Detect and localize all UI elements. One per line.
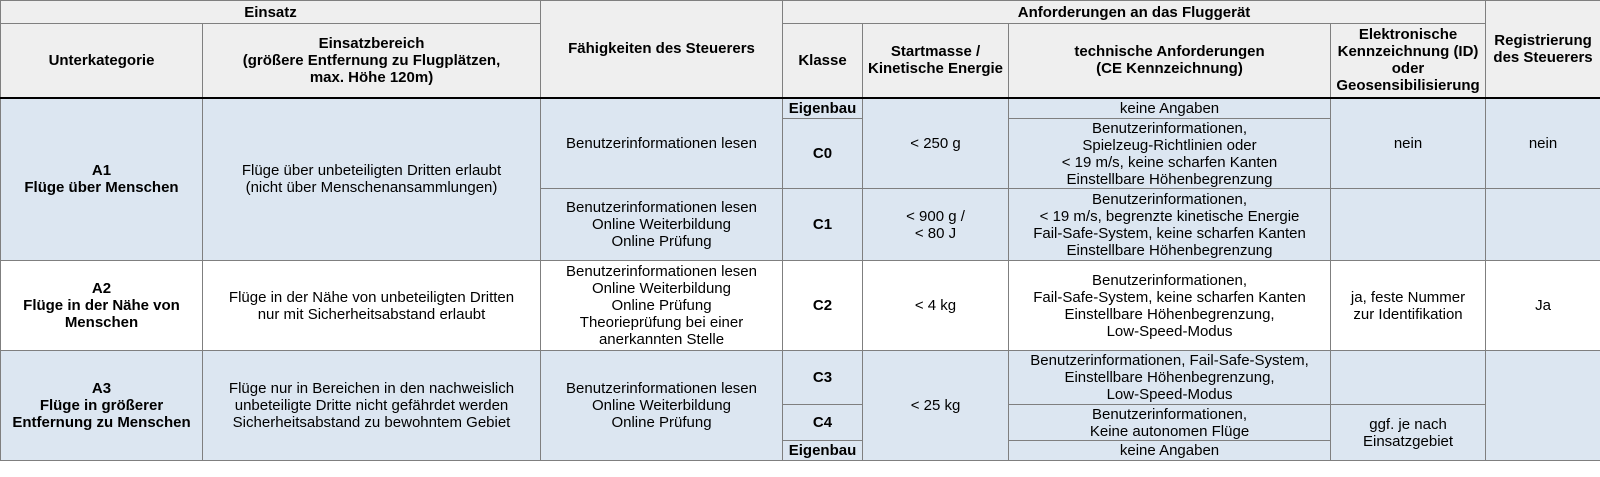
header-unterkategorie: Unterkategorie: [1, 24, 203, 98]
header-faehigkeiten: Fähigkeiten des Steuerers: [541, 1, 783, 98]
header-klasse: Klasse: [783, 24, 863, 98]
a2-masse: < 4 kg: [863, 261, 1009, 351]
a1-masse-c1: < 900 g / < 80 J: [863, 189, 1009, 261]
a3-einsatzbereich: Flüge nur in Bereichen in den nachweislich unbeteiligte Dritte nicht gefährdet werden Sicherheitsabstand zu bewohntem Gebiet: [203, 351, 541, 461]
header-kennzeichnung: Elektronische Kennzeichnung (ID) oder Geosensibilisierung: [1331, 24, 1486, 98]
a3-tech-eigenbau: keine Angaben: [1009, 441, 1331, 461]
header-technisch: technische Anforderungen (CE Kennzeichnung): [1009, 24, 1331, 98]
a3-registrierung: [1486, 351, 1600, 461]
a2-tech: Benutzerinformationen, Fail-Safe-System, keine scharfen Kanten Einstellbare Höhenbegrenzung, Low-Speed-Modus: [1009, 261, 1331, 351]
a1-faehigkeiten-c1: Benutzerinformationen lesen Online Weiterbildung Online Prüfung: [541, 189, 783, 261]
a3-tech-c3: Benutzerinformationen, Fail-Safe-System, Einstellbare Höhenbegrenzung, Low-Speed-Modus: [1009, 351, 1331, 405]
a1-kennzeichnung-c1: [1331, 189, 1486, 261]
a2-klasse: C2: [783, 261, 863, 351]
a2-faehigkeiten: Benutzerinformationen lesen Online Weiterbildung Online Prüfung Theorieprüfung bei einer anerkannten Stelle: [541, 261, 783, 351]
a2-kategorie: A2 Flüge in der Nähe von Menschen: [1, 261, 203, 351]
a2-einsatzbereich: Flüge in der Nähe von unbeteiligten Dritten nur mit Sicherheitsabstand erlaubt: [203, 261, 541, 351]
a3-klasse-eigenbau: Eigenbau: [783, 441, 863, 461]
a1-tech-c0: Benutzerinformationen, Spielzeug-Richtlinien oder < 19 m/s, keine scharfen Kanten Einstellbare Höhenbegrenzung: [1009, 119, 1331, 189]
a1-tech-c1: Benutzerinformationen, < 19 m/s, begrenzte kinetische Energie Fail-Safe-System, keine scharfen Kanten Einstellbare Höhenbegrenzung: [1009, 189, 1331, 261]
a3-faehigkeiten: Benutzerinformationen lesen Online Weiterbildung Online Prüfung: [541, 351, 783, 461]
header-group-anforderungen: Anforderungen an das Fluggerät: [783, 1, 1486, 24]
a1-klasse-c0: C0: [783, 119, 863, 189]
header-group-einsatz: Einsatz: [1, 1, 541, 24]
a3-kategorie: A3 Flüge in größerer Entfernung zu Menschen: [1, 351, 203, 461]
header-registrierung: Registrierung des Steuerers: [1486, 1, 1600, 98]
a1-registrierung-c1: [1486, 189, 1600, 261]
a1-klasse-eigenbau: Eigenbau: [783, 98, 863, 119]
a1-tech-eigenbau: keine Angaben: [1009, 98, 1331, 119]
a3-tech-c4: Benutzerinformationen, Keine autonomen Flüge: [1009, 405, 1331, 441]
a1-faehigkeiten-c0: Benutzerinformationen lesen: [541, 98, 783, 189]
a1-einsatzbereich: Flüge über unbeteiligten Dritten erlaubt (nicht über Menschenansammlungen): [203, 98, 541, 261]
a2-kennzeichnung: ja, feste Nummer zur Identifikation: [1331, 261, 1486, 351]
a3-masse: < 25 kg: [863, 351, 1009, 461]
a3-klasse-c3: C3: [783, 351, 863, 405]
a3-kennzeichnung: ggf. je nach Einsatzgebiet: [1331, 405, 1486, 461]
header-startmasse: Startmasse / Kinetische Energie: [863, 24, 1009, 98]
a2-registrierung: Ja: [1486, 261, 1600, 351]
a1-klasse-c1: C1: [783, 189, 863, 261]
a1-kennzeichnung: nein: [1331, 98, 1486, 189]
a1-masse-c0: < 250 g: [863, 98, 1009, 189]
header-einsatzbereich: Einsatzbereich (größere Entfernung zu Flugplätzen, max. Höhe 120m): [203, 24, 541, 98]
a1-kategorie: A1 Flüge über Menschen: [1, 98, 203, 261]
a3-klasse-c4: C4: [783, 405, 863, 441]
a1-registrierung: nein: [1486, 98, 1600, 189]
a3-kennzeichnung-c3: [1331, 351, 1486, 405]
